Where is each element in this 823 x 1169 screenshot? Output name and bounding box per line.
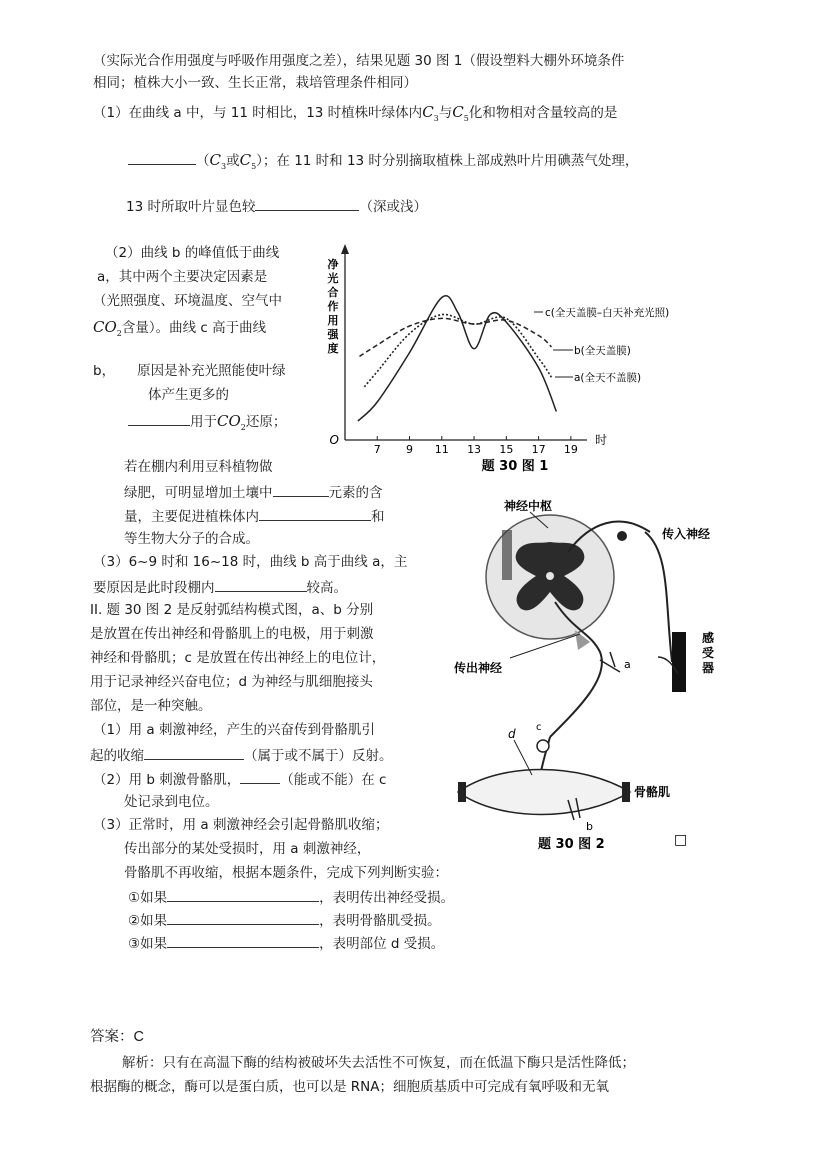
part2-s1-text-c: （属于或不属于）反射。 bbox=[244, 748, 393, 764]
y-label-char: 作 bbox=[327, 300, 339, 313]
q2-text-9b: 元素的含 bbox=[328, 485, 383, 501]
label-c: c bbox=[536, 722, 542, 733]
q2-line-11: 等生物大分子的合成。 bbox=[124, 531, 259, 547]
q2-line-8: 若在棚内利用豆科植物做 bbox=[124, 459, 273, 475]
answer-blank[interactable] bbox=[215, 577, 307, 592]
part2-line-5: 部位，是一种突触。 bbox=[90, 698, 212, 714]
answer-line-1: 解析：只有在高温下酶的结构被破坏失去活性不可恢复，而在低温下酶只是活性降低； bbox=[122, 1055, 635, 1071]
label-efferent: 传出神经 bbox=[454, 661, 503, 675]
x-tick-label: 9 bbox=[406, 443, 414, 456]
q2-text-9a: 绿肥，可明显增加土壤中 bbox=[124, 485, 273, 501]
q2-text-5a: b， bbox=[93, 363, 116, 379]
answer-blank[interactable] bbox=[240, 769, 280, 784]
answer-blank[interactable] bbox=[259, 506, 371, 521]
case-3-label: ③如果 bbox=[128, 936, 168, 952]
legend-a: a(全天不盖膜) bbox=[574, 372, 642, 384]
x-tick-label: 17 bbox=[531, 443, 546, 456]
q2-text-10b: 和 bbox=[371, 509, 385, 525]
part2-s2-line-1 bbox=[93, 769, 386, 789]
label-receptor bbox=[701, 630, 715, 675]
q1-text-c: ）；在 11 时和 13 时分别摘取植株上部成熟叶片用碘蒸气处理， bbox=[256, 153, 639, 169]
figure2-diagram bbox=[450, 492, 730, 862]
figure1-chart bbox=[325, 240, 670, 480]
series-line-c bbox=[360, 318, 552, 356]
y-label-char: 净 bbox=[327, 258, 339, 271]
q2-line-2: a，其中两个主要决定因素是 bbox=[97, 269, 268, 285]
q2-text-7a: 用于 bbox=[190, 414, 217, 430]
answer-blank[interactable] bbox=[128, 150, 196, 165]
part2-s2-line-2: 处记录到电位。 bbox=[124, 794, 219, 810]
c5-symbol: $C_5$ bbox=[452, 103, 469, 123]
x-tick-label: 13 bbox=[467, 443, 482, 456]
figure2-caption: 题 30 图 2 bbox=[538, 837, 605, 852]
q2-text-4b: 含量）。曲线 c 高于曲线 bbox=[121, 320, 267, 336]
q1-text-d: 13 时所取叶片显色较 bbox=[126, 199, 256, 215]
receptor-label-char: 感 bbox=[702, 631, 715, 645]
q1-line-1 bbox=[93, 103, 617, 128]
q3-line-2 bbox=[93, 577, 347, 597]
dorsal-root bbox=[502, 530, 512, 580]
q2-text-7b: 还原； bbox=[245, 414, 287, 430]
c3-symbol-2: $C_3$ bbox=[209, 151, 227, 171]
q2-line-6: 体产生更多的 bbox=[148, 387, 229, 403]
y-label-char: 用 bbox=[327, 314, 339, 327]
part2-case-3 bbox=[128, 933, 444, 953]
intro-line-1: （实际光合作用强度与呼吸作用强度之差），结果见题 30 图 1（假设塑料大棚外环境条件 bbox=[93, 53, 625, 69]
case-2-text: ，表明骨骼肌受损。 bbox=[319, 913, 441, 929]
figure1-x-unit: 时 bbox=[595, 433, 608, 447]
part2-s1-text-b: 起的收缩 bbox=[90, 748, 144, 764]
answer-blank[interactable] bbox=[167, 887, 319, 902]
q1-line-2 bbox=[128, 150, 638, 176]
part2-line-2: 是放置在传出神经和骨骼肌上的电极，用于刺激 bbox=[90, 626, 374, 642]
q1-or: 或 bbox=[226, 153, 240, 169]
answer-blank[interactable] bbox=[273, 482, 329, 497]
c3-symbol: $C_3$ bbox=[422, 103, 439, 123]
skeletal-muscle bbox=[458, 770, 630, 815]
q2-text-5b: 原因是补充光照能使叶绿 bbox=[137, 363, 286, 379]
answer-blank[interactable] bbox=[167, 910, 319, 925]
case-3-text: ，表明部位 d 受损。 bbox=[319, 936, 445, 952]
q2-text-10a: 量，主要促进植株体内 bbox=[124, 509, 259, 525]
y-label-char: 合 bbox=[327, 286, 339, 299]
answer-label: 答案：C bbox=[90, 1029, 144, 1045]
receptor-block bbox=[672, 632, 686, 692]
q3-line-1: （3）6~9 时和 16~18 时，曲线 b 高于曲线 a，主 bbox=[93, 554, 408, 570]
x-tick-label: 15 bbox=[499, 443, 514, 456]
y-label-char: 度 bbox=[327, 342, 339, 355]
part2-line-1: II. 题 30 图 2 是反射弧结构模式图，a、b 分别 bbox=[90, 602, 374, 618]
figure1-x-ticks bbox=[374, 436, 578, 456]
label-afferent: 传入神经 bbox=[662, 527, 711, 541]
receptor-label-char: 器 bbox=[702, 661, 715, 675]
part2-s2-text-b: （能或不能）在 c bbox=[280, 772, 387, 788]
part2-s3-line-1: （3）正常时，用 a 刺激神经会引起骨骼肌收缩； bbox=[93, 817, 389, 833]
q1-line-3 bbox=[126, 196, 427, 216]
part2-case-2 bbox=[128, 910, 441, 930]
label-b: b bbox=[586, 820, 593, 833]
q2-line-9 bbox=[124, 482, 383, 502]
part2-case-1 bbox=[128, 887, 454, 907]
ganglion bbox=[617, 531, 627, 541]
part2-s2-text-a: （2）用 b 刺激骨骼肌， bbox=[93, 772, 241, 788]
receptor-label-char: 受 bbox=[702, 646, 715, 660]
figure1-series bbox=[358, 296, 556, 421]
q1-text-e: （深或浅） bbox=[359, 199, 427, 215]
series-line-b bbox=[364, 314, 551, 386]
c5-symbol-2: $C_5$ bbox=[239, 151, 257, 171]
figure1-caption: 题 30 图 1 bbox=[481, 459, 549, 474]
part2-s1-line-2 bbox=[90, 745, 393, 765]
electrode-a bbox=[600, 652, 620, 672]
q2-line-10 bbox=[124, 506, 385, 526]
legend-c: c(全天盖膜–白天补充光照) bbox=[545, 307, 670, 319]
answer-line-2: 根据酶的概念，酶可以是蛋白质，也可以是 RNA；细胞质基质中可完成有氧呼吸和无氧 bbox=[90, 1079, 610, 1095]
y-label-char: 光 bbox=[327, 272, 339, 285]
part2-line-3: 神经和骨骼肌；c 是放置在传出神经上的电位计， bbox=[90, 650, 386, 666]
co2-symbol-2: $CO_2$ bbox=[217, 412, 246, 432]
central-canal bbox=[546, 572, 554, 580]
part2-line-4: 用于记录神经兴奋电位；d 为神经与肌细胞接头 bbox=[90, 674, 373, 690]
q2-line-1: （2）曲线 b 的峰值低于曲线 bbox=[105, 245, 280, 261]
answer-blank[interactable] bbox=[167, 933, 319, 948]
figure1-y-axis-label bbox=[327, 257, 340, 355]
box-glyph: □ bbox=[674, 832, 688, 848]
q1-text-b: 化和物相对含量较高的是 bbox=[468, 105, 618, 121]
part2-s3-line-2: 传出部分的某处受损时，用 a 刺激神经， bbox=[124, 841, 371, 857]
figure1-origin: O bbox=[329, 433, 339, 447]
label-a: a bbox=[624, 658, 631, 671]
x-tick-label: 19 bbox=[563, 443, 578, 456]
q2-line-5 bbox=[93, 362, 286, 380]
q1-yu: 与 bbox=[438, 105, 453, 121]
q1-text-a: （1）在曲线 a 中，与 11 时相比，13 时植株叶绿体内 bbox=[93, 105, 423, 121]
afferent-nerve bbox=[645, 532, 672, 662]
part2-s1-line-1: （1）用 a 刺激神经，产生的兴奋传到骨骼肌引 bbox=[93, 722, 375, 738]
answer-blank[interactable] bbox=[255, 196, 359, 211]
potentiometer-c bbox=[537, 740, 549, 752]
y-label-char: 强 bbox=[327, 328, 339, 341]
muscle-tendon-left bbox=[458, 782, 466, 802]
y-axis-arrow-icon bbox=[341, 244, 349, 254]
case-1-text: ，表明传出神经受损。 bbox=[319, 890, 455, 906]
muscle-tendon-right bbox=[622, 782, 630, 802]
legend-b: b(全天盖膜) bbox=[574, 345, 631, 357]
q2-line-7 bbox=[128, 411, 286, 437]
label-muscle: 骨骼肌 bbox=[634, 785, 671, 799]
answer-blank[interactable] bbox=[128, 411, 190, 426]
part2-s3-line-3: 骨骼肌不再收缩，根据本题条件，完成下列判断实验： bbox=[124, 865, 448, 881]
case-1-label: ①如果 bbox=[128, 890, 168, 906]
q2-line-3: （光照强度、环境温度、空气中 bbox=[93, 293, 282, 309]
answer-blank[interactable] bbox=[144, 745, 244, 760]
intro-line-2: 相同；植株大小一致、生长正常，栽培管理条件相同） bbox=[93, 75, 417, 91]
q1-paren: （ bbox=[196, 153, 210, 169]
case-2-label: ②如果 bbox=[128, 913, 168, 929]
q3-text-2a: 要原因是此时段棚内 bbox=[93, 580, 215, 596]
x-tick-label: 7 bbox=[373, 443, 381, 456]
x-tick-label: 11 bbox=[434, 443, 449, 456]
co2-symbol: $CO_2$ bbox=[93, 318, 122, 338]
label-center: 神经中枢 bbox=[503, 499, 553, 513]
q3-text-2b: 较高。 bbox=[306, 580, 347, 596]
label-d: d bbox=[508, 727, 516, 741]
q2-line-4 bbox=[93, 318, 266, 343]
